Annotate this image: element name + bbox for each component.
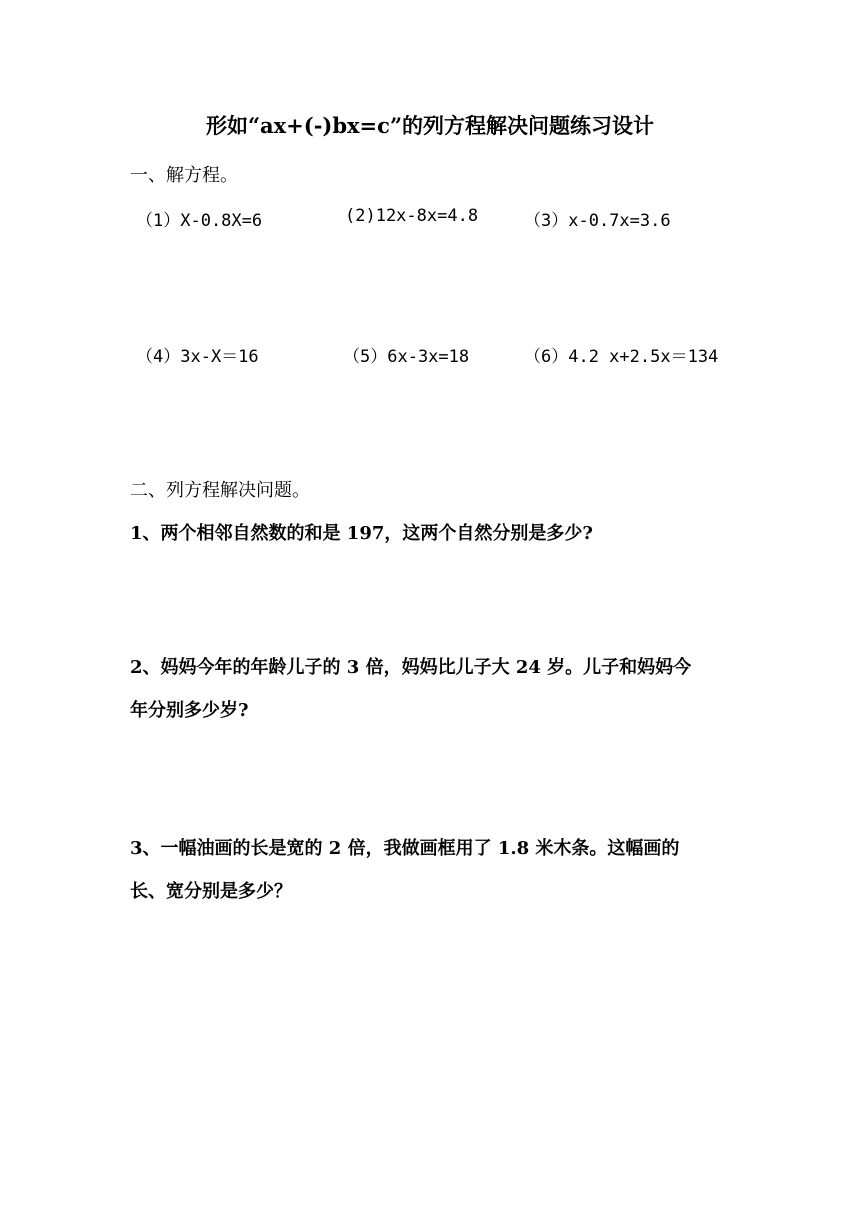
equation-3: （3）x-0.7x=3.6: [524, 211, 671, 231]
word-problem-2: [130, 646, 740, 732]
problem-2-line-1: 2、妈妈今年的年龄儿子的 3 倍，妈妈比儿子大 24 岁。儿子和妈妈今: [130, 657, 692, 678]
word-problem-1: [130, 512, 740, 555]
equation-2: (2)12x-8x=4.8: [345, 206, 479, 226]
equation-1: （1）X-0.8X=6: [136, 211, 263, 231]
section-2-heading: 二、列方程解决问题。: [130, 480, 310, 501]
section-1-heading: 一、解方程。: [130, 165, 238, 186]
worksheet-title: 形如“ax+(-)bx=c”的列方程解决问题练习设计: [205, 113, 655, 138]
problem-3-line-2: 长、宽分别是多少？: [130, 881, 292, 902]
equation-6: （6）4.2 x+2.5x＝134: [524, 347, 719, 367]
equation-4: （4）3x-X＝16: [136, 347, 259, 367]
problem-3-line-1: 3、一幅油画的长是宽的 2 倍，我做画框用了 1.8 米木条。这幅画的: [130, 838, 680, 859]
problem-2-line-2: 年分别多少岁?: [130, 700, 249, 721]
problem-1-line-1: 1、两个相邻自然数的和是 197，这两个自然分别是多少?: [130, 523, 593, 544]
equation-5: （5）6x-3x=18: [343, 347, 470, 367]
word-problem-3: [130, 827, 740, 913]
